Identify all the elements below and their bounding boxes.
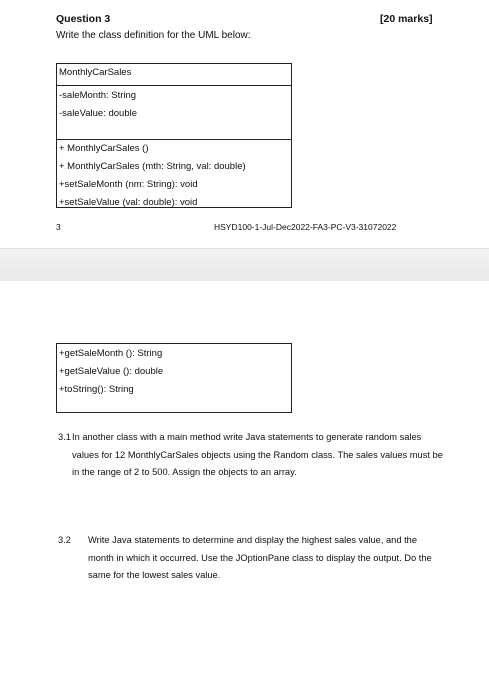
page-number: 3 [56,222,61,232]
document-code: HSYD100-1-Jul-Dec2022-FA3-PC-V3-31072022 [214,222,397,232]
uml-method: + MonthlyCarSales (mth: String, val: double) [59,161,246,172]
uml-method: +getSaleMonth (): String [59,348,163,359]
uml-class-box [56,63,292,208]
uml-class-name-section [57,64,291,86]
uml-attribute: -saleValue: double [59,108,137,119]
question-instruction: Write the class definition for the UML below: [56,30,251,41]
question-title: Question 3 [56,13,111,25]
uml-methods-section [57,140,291,212]
sub-question-text: Write Java statements to determine and display the highest sales value, and the month in which it occurred. Use the JOptionPane class to display the output. Do the same for the lowest sales value. [88,535,432,580]
sub-question-number: 3.2 [58,535,71,545]
question-marks: [20 marks] [380,13,433,25]
uml-method: + MonthlyCarSales () [59,143,149,154]
sub-question-text: In another class with a main method write Java statements to generate random sales values for 12 MonthlyCarSales objects using the Random class. The sales values must be in the range of 2 to 500. Assign the objects to an array. [72,432,443,477]
page-2 [0,281,489,700]
uml-attribute: -saleMonth: String [59,90,137,101]
uml-class-name: MonthlyCarSales [59,67,132,78]
uml-method: +setSaleValue (val: double): void [59,197,198,208]
uml-method: +getSaleValue (): double [59,366,164,377]
uml-method: +toString(): String [59,384,134,395]
uml-method: +setSaleMonth (nm: String): void [59,179,198,190]
page-separator [0,248,489,282]
uml-methods-continued-box [56,343,292,413]
page-1 [0,0,489,248]
sub-question-number: 3.1 [58,432,71,442]
uml-attributes-section [57,86,291,140]
